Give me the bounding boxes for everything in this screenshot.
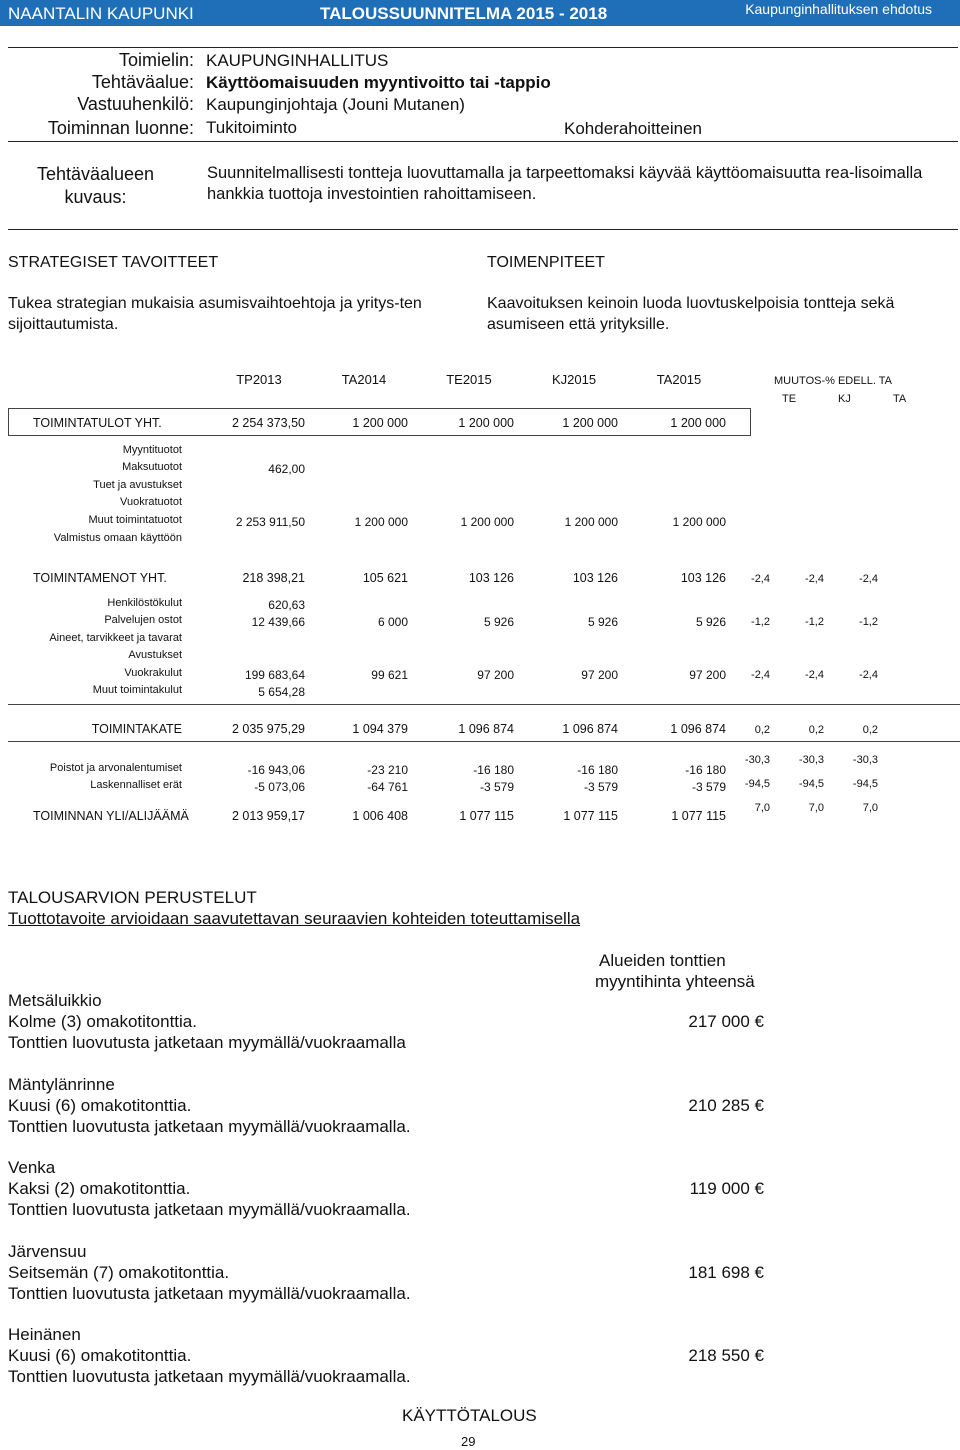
- budget-item-name: Heinänen: [8, 1325, 81, 1344]
- col-header: TP2013: [236, 372, 282, 387]
- row-change: 7,0: [862, 802, 878, 814]
- row-change: 7,0: [754, 802, 770, 814]
- row-value: -3 579: [479, 780, 514, 794]
- row-change: 0,2: [862, 724, 878, 736]
- row-label: Henkilöstökulut: [107, 597, 182, 609]
- row-label: Vuokrakulut: [124, 667, 182, 679]
- budget-item-name: Järvensuu: [8, 1242, 87, 1261]
- row-label: Poistot ja arvonalentumiset: [49, 762, 182, 774]
- budget-item-note: Tonttien luovutusta jatketaan myymällä/vuokraamalla: [8, 1033, 406, 1052]
- row-label: Tuet ja avustukset: [93, 479, 182, 491]
- row-value: 2 013 959,17: [232, 809, 305, 823]
- budget-item-desc: Kuusi (6) omakotitonttia.: [8, 1096, 192, 1115]
- row-value: 218 398,21: [242, 571, 305, 585]
- actions-title: TOIMENPITEET: [487, 254, 605, 271]
- row-change: -2,4: [805, 669, 824, 681]
- row-change: -94,5: [744, 778, 770, 790]
- row-label: Muut toimintakulut: [92, 684, 182, 696]
- row-value: 1 200 000: [564, 515, 618, 529]
- change-col-te: TE: [782, 393, 797, 405]
- row-value: 1 200 000: [458, 416, 514, 430]
- budget-item-note: Tonttien luovutusta jatketaan myymällä/vuokraamalla.: [8, 1284, 411, 1303]
- row-change: -30,3: [852, 754, 878, 766]
- budget-item-note: Tonttien luovutusta jatketaan myymällä/vuokraamalla.: [8, 1117, 411, 1136]
- divider-toimintakate: [8, 704, 960, 705]
- row-change: -2,4: [751, 669, 770, 681]
- divider-poistot: [8, 741, 960, 742]
- proposal-label: Kaupunginhallituksen ehdotus: [745, 1, 932, 17]
- row-value: 97 200: [689, 668, 726, 682]
- row-label: Maksutuotot: [122, 461, 182, 473]
- totals-box: [8, 408, 751, 436]
- strategy-title: STRATEGISET TAVOITTEET: [8, 254, 219, 271]
- toimielin-label: Toimielin:: [118, 50, 194, 70]
- tehtavaalue-value: Käyttöomaisuuden myyntivoitto tai -tappio: [206, 73, 551, 92]
- budget-item-price: 210 285 €: [688, 1096, 764, 1115]
- row-value: -16 180: [685, 763, 726, 777]
- vastuuhenkilo-value: Kaupunginjohtaja (Jouni Mutanen): [206, 95, 465, 114]
- row-change: -30,3: [744, 754, 770, 766]
- row-value: 1 200 000: [670, 416, 726, 430]
- row-change: -1,2: [751, 616, 770, 628]
- row-label: Laskennalliset erät: [90, 779, 182, 791]
- vastuuhenkilo-label: Vastuuhenkilö:: [77, 94, 194, 114]
- row-value: 103 126: [680, 571, 726, 585]
- row-value: 620,63: [268, 598, 305, 612]
- row-value: 1 077 115: [671, 809, 726, 823]
- budget-item-name: Venka: [8, 1158, 56, 1177]
- row-label: Aineet, tarvikkeet ja tavarat: [49, 632, 182, 644]
- row-value: 1 200 000: [354, 515, 408, 529]
- budget-item-desc: Kuusi (6) omakotitonttia.: [8, 1346, 192, 1365]
- price-header-2: myyntihinta yhteensä: [595, 972, 755, 991]
- row-change: -94,5: [798, 778, 824, 790]
- row-value: 5 926: [587, 615, 618, 629]
- row-value: 1 096 874: [562, 722, 618, 736]
- budget-item-desc: Seitsemän (7) omakotitonttia.: [8, 1263, 230, 1282]
- kuvaus-label-2: kuvaus:: [64, 187, 127, 207]
- city-name: NAANTALIN KAUPUNKI: [8, 4, 194, 23]
- row-value: 462,00: [268, 462, 305, 476]
- row-label: TOIMINTATULOT YHT.: [33, 416, 162, 430]
- row-value: -16 180: [577, 763, 618, 777]
- kohderahoitus-value: Kohderahoitteinen: [564, 119, 703, 138]
- row-value: 2 035 975,29: [232, 722, 305, 736]
- row-value: 5 926: [483, 615, 514, 629]
- row-value: 5 926: [695, 615, 726, 629]
- row-value: 1 096 874: [670, 722, 726, 736]
- col-header: TA2015: [656, 372, 702, 387]
- change-col-ta: TA: [893, 393, 907, 405]
- row-change: -2,4: [805, 573, 824, 585]
- row-value: 1 200 000: [460, 515, 514, 529]
- top-banner: [0, 0, 960, 26]
- row-value: 1 200 000: [562, 416, 618, 430]
- kuvaus-text: Suunnitelmallisesti tontteja luovuttamalla ja tarpeettomaksi käyvää käyttöomaisuutta rea-lisoimalla hankkia tuottoja investointien rahoittamiseen.: [207, 164, 923, 203]
- row-value: -3 579: [583, 780, 618, 794]
- row-value: 12 439,66: [251, 615, 305, 629]
- col-header: KJ2015: [551, 372, 597, 387]
- divider-info: [8, 141, 958, 142]
- col-header: TA2014: [341, 372, 387, 387]
- row-value: 103 126: [468, 571, 514, 585]
- row-value: -64 761: [367, 780, 408, 794]
- budget-item-price: 181 698 €: [688, 1263, 764, 1282]
- row-value: 5 654,28: [258, 685, 305, 699]
- luonne-label: Toiminnan luonne:: [47, 118, 194, 138]
- row-label: TOIMINTAKATE: [91, 722, 182, 736]
- budget-item-price: 119 000 €: [689, 1179, 764, 1198]
- row-change: -30,3: [798, 754, 824, 766]
- row-value: 1 200 000: [352, 416, 408, 430]
- row-label: TOIMINNAN YLI/ALIJÄÄMÄ: [33, 809, 189, 823]
- budget-item-name: Mäntylänrinne: [8, 1075, 115, 1094]
- row-label: Myyntituotot: [122, 444, 182, 456]
- row-value: 1 077 115: [459, 809, 514, 823]
- budget-item-desc: Kaksi (2) omakotitonttia.: [8, 1179, 191, 1198]
- budget-item-desc: Kolme (3) omakotitonttia.: [8, 1012, 197, 1031]
- row-value: 97 200: [477, 668, 514, 682]
- row-change: -2,4: [859, 669, 878, 681]
- row-value: 2 253 911,50: [235, 515, 305, 529]
- row-change: -2,4: [859, 573, 878, 585]
- row-change: 7,0: [808, 802, 824, 814]
- row-value: 2 254 373,50: [232, 416, 305, 430]
- toimielin-value: KAUPUNGINHALLITUS: [206, 51, 389, 70]
- row-label: Muut toimintatuotot: [88, 514, 182, 526]
- row-change: 0,2: [808, 724, 824, 736]
- row-change: 0,2: [754, 724, 770, 736]
- row-value: -16 943,06: [247, 763, 305, 777]
- tehtavaalue-label: Tehtäväalue:: [91, 72, 194, 92]
- row-change: -1,2: [805, 616, 824, 628]
- footer-section: KÄYTTÖTALOUS: [402, 1406, 537, 1425]
- strategy-text: Tukea strategian mukaisia asumisvaihtoehtoja ja yritys-ten sijoittautumista.: [8, 295, 422, 333]
- row-label: TOIMINTAMENOT YHT.: [33, 571, 167, 585]
- row-label: Valmistus omaan käyttöön: [53, 532, 182, 544]
- luonne-value: Tukitoiminto: [206, 118, 298, 137]
- plan-title: TALOUSSUUNNITELMA 2015 - 2018: [320, 4, 608, 23]
- row-value: 97 200: [581, 668, 618, 682]
- change-header: MUUTOS-% EDELL. TA: [774, 375, 892, 387]
- row-value: -23 210: [367, 763, 408, 777]
- budget-title: TALOUSARVION PERUSTELUT: [8, 888, 257, 907]
- row-value: 1 006 408: [352, 809, 408, 823]
- row-value: 103 126: [572, 571, 618, 585]
- row-value: 99 621: [371, 668, 408, 682]
- row-value: 1 094 379: [352, 722, 408, 736]
- row-change: -94,5: [852, 778, 878, 790]
- row-label: Avustukset: [128, 649, 182, 661]
- budget-item-price: 218 550 €: [688, 1346, 764, 1365]
- price-header-1: Alueiden tonttien: [599, 951, 726, 970]
- actions-text: Kaavoituksen keinoin luoda luovtuskelpoisia tontteja sekä asumiseen että yrityksille.: [487, 295, 895, 333]
- row-value: -5 073,06: [254, 780, 305, 794]
- row-change: -2,4: [751, 573, 770, 585]
- page-number: 29: [461, 1434, 476, 1449]
- row-value: 1 077 115: [563, 809, 618, 823]
- kuvaus-label-1: Tehtäväalueen: [36, 164, 155, 184]
- row-value: 6 000: [377, 615, 408, 629]
- row-change: -1,2: [859, 616, 878, 628]
- col-header: TE2015: [446, 372, 492, 387]
- row-value: 199 683,64: [244, 668, 305, 682]
- divider-kuvaus: [8, 229, 958, 230]
- row-value: 1 200 000: [672, 515, 726, 529]
- budget-subtitle: Tuottotavoite arvioidaan saavutettavan seuraavien kohteiden toteuttamisella: [8, 909, 581, 928]
- divider-top: [8, 47, 958, 48]
- row-label: Vuokratuotot: [120, 496, 182, 508]
- row-value: 105 621: [362, 571, 408, 585]
- row-value: -3 579: [691, 780, 726, 794]
- row-value: 1 096 874: [458, 722, 514, 736]
- budget-item-note: Tonttien luovutusta jatketaan myymällä/vuokraamalla.: [8, 1367, 411, 1386]
- budget-item-name: Metsäluikkio: [8, 991, 102, 1010]
- change-col-kj: KJ: [838, 393, 851, 405]
- row-value: -16 180: [473, 763, 514, 777]
- row-label: Palvelujen ostot: [104, 614, 182, 626]
- budget-item-price: 217 000 €: [688, 1012, 764, 1031]
- budget-item-note: Tonttien luovutusta jatketaan myymällä/vuokraamalla.: [8, 1200, 411, 1219]
